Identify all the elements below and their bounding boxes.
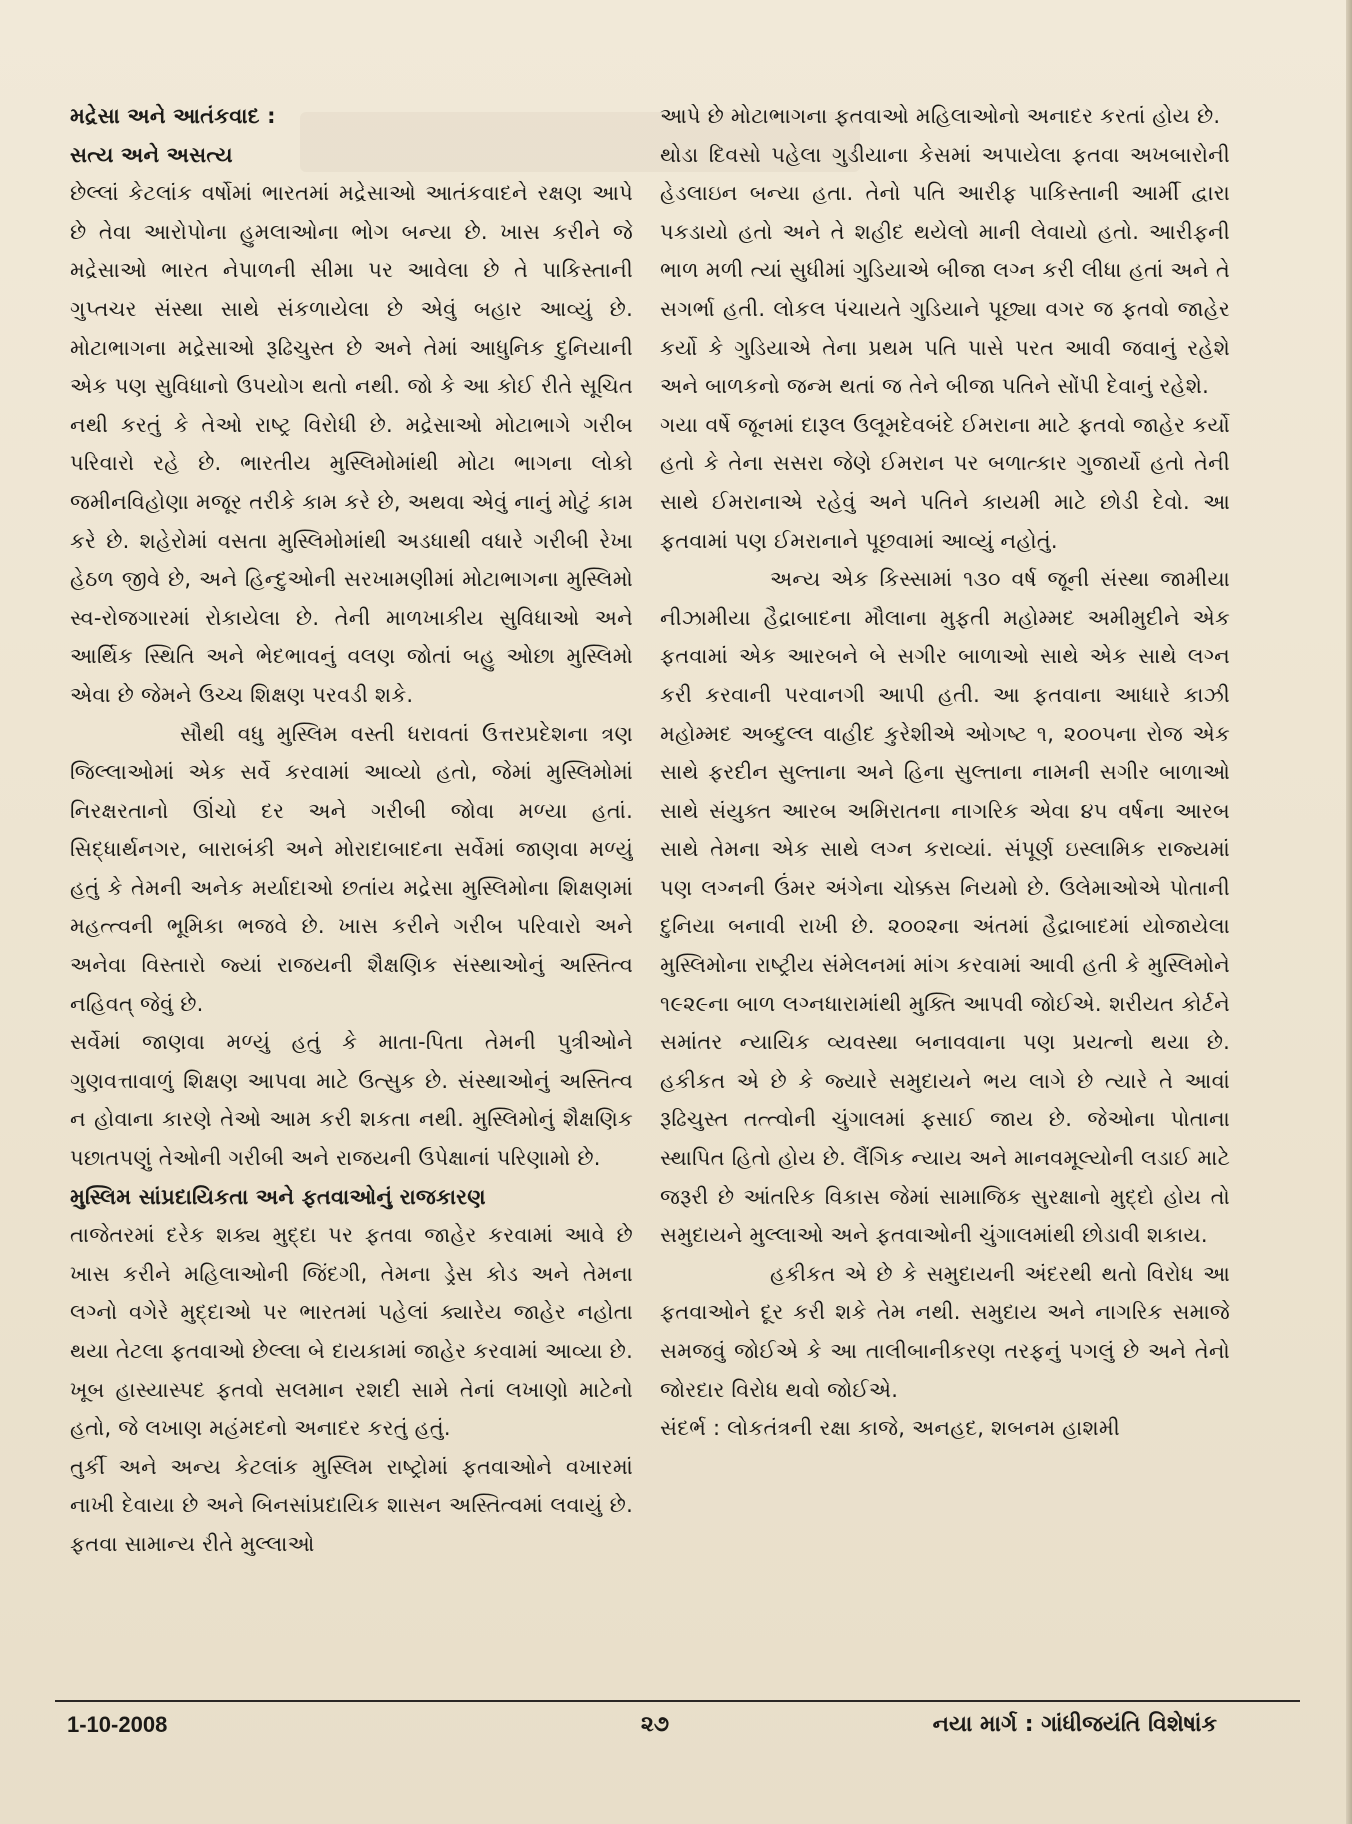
footer-date: 1-10-2008	[67, 1712, 168, 1737]
right-column	[660, 97, 1230, 1677]
paragraph: સર્વેમાં જાણવા મળ્યું હતું કે માતા-પિતા તેમની પુત્રીઓને ગુણવત્તાવાળું શિક્ષણ આપવા માટે ઉત્સુક છે. સંસ્થાઓનું અસ્તિત્વ ન હોવાના કારણે તેઓ આમ કરી શકતા નથી. મુસ્લિમોનું શૈક્ષણિક પછાતપણું તેઓની ગરીબી અને રાજયની ઉપેક્ષાનાં પરિણામો છે.	[70, 1030, 633, 1171]
footer-rule	[55, 1700, 1300, 1702]
section-subheading: સત્ય અને અસત્ય	[70, 142, 233, 167]
section-heading: મુસ્લિમ સાંપ્રદાયિકતા અને ફતવાઓનું રાજકારણ	[70, 1184, 486, 1209]
page-number: ૨૭	[640, 1712, 670, 1737]
paragraph: આપે છે મોટાભાગના ફતવાઓ મહિલાઓનો અનાદર કરતાં હોય છે.	[660, 104, 1221, 128]
paragraph: સૌથી વધુ મુસ્લિમ વસ્તી ધરાવતાં ઉત્તરપ્રદેશના ત્રણ જિલ્લાઓમાં એક સર્વે કરવામાં આવ્યો હતો, જેમાં મુસ્લિમોમાં નિરક્ષરતાનો ઊંચો દર અને ગરીબી જોવા મળ્યા હતાં. સિદ્ધાર્થનગર, બારાબંકી અને મોરાદાબાદના સર્વેમાં જાણવા મળ્યું હતું કે તેમની અનેક મર્યાદાઓ છતાંય મદ્રેસા મુસ્લિમોના શિક્ષણમાં મહત્ત્વની ભૂમિકા ભજવે છે. ખાસ કરીને ગરીબ પરિવારો અને અનેવા વિસ્તારો જ્યાં રાજયની શૈક્ષણિક સંસ્થાઓનું અસ્તિત્વ નહિવત્ જેવું છે.	[70, 721, 633, 1016]
paragraph: થોડા દિવસો પહેલા ગુડીયાના કેસમાં અપાયેલા ફતવા અખબારોની હેડલાઇન બન્યા હતા. તેનો પતિ આરીફ પાકિસ્તાની આર્મી દ્વારા પકડાયો હતો અને તે શહીદ થયેલો માની લેવાયો હતો. આરીફની ભાળ મળી ત્યાં સુધીમાં ગુડિયાએ બીજા લગ્ન કરી લીધા હતાં અને તે સગર્ભા હતી. લોકલ પંચાયતે ગુડિયાને પૂછ્યા વગર જ ફતવો જાહેર કર્યો કે ગુડિયાએ તેના પ્રથમ પતિ પાસે પરત આવી જવાનું રહેશે અને બાળકનો જન્મ થતાં જ તેને બીજા પતિને સોંપી દેવાનું રહેશે.	[660, 142, 1230, 399]
section-heading: મદ્રેસા અને આતંકવાદ :	[70, 104, 276, 128]
reference-line: સંદર્ભ : લોકતંત્રની રક્ષા કાજે, અનહદ, શબનમ હાશમી	[660, 1416, 1120, 1441]
paragraph: તુર્કી અને અન્ય કેટલાંક મુસ્લિમ રાષ્ટ્રોમાં ફતવાઓને વખારમાં નાખી દેવાયા છે અને બિનસાંપ્રદાયિક શાસન અસ્તિત્વમાં લવાયું છે. ફતવા સામાન્ય રીતે મુલ્લાઓ	[70, 1454, 633, 1556]
paragraph: તાજેતરમાં દરેક શક્ય મુદ્દા પર ફતવા જાહેર કરવામાં આવે છે ખાસ કરીને મહિલાઓની જિંદગી, તેમના ડ્રેસ કોડ અને તેમના લગ્નો વગેરે મુદ્દાઓ પર ભારતમાં પહેલાં ક્યારેય જાહેર નહોતા થયા તેટલા ફતવાઓ છેલ્લા બે દાયકામાં જાહેર કરવામાં આવ્યા છે. ખૂબ હાસ્યાસ્પદ ફતવો સલમાન રશદી સામે તેનાં લખાણો માટેનો હતો, જે લખાણ મહંમદનો અનાદર કરતું હતું.	[70, 1223, 633, 1441]
paragraph: ગયા વર્ષે જૂનમાં દારૂલ ઉલૂમદેવબંદે ઈમરાના માટે ફતવો જાહેર કર્યો હતો કે તેના સસરા જેણે ઈમરાન પર બળાત્કાર ગુજાર્યો હતો તેની સાથે ઈમરાનાએ રહેવું અને પતિને કાયમી માટે છોડી દેવો. આ ફતવામાં પણ ઈમરાનાને પૂછવામાં આવ્યું નહોતું.	[660, 412, 1230, 553]
paragraph: હકીકત એ છે કે સમુદાયની અંદરથી થતો વિરોધ આ ફતવાઓને દૂર કરી શકે તેમ નથી. સમુદાય અને નાગરિક સમાજે સમજવું જોઈએ કે આ તાલીબાનીકરણ તરફનું પગલું છે અને તેનો જોરદાર વિરોધ થવો જોઈએ.	[660, 1261, 1230, 1402]
magazine-title: નયા માર્ગ : ગાંધીજયંતિ વિશેષાંક	[932, 1712, 1217, 1737]
left-column	[70, 97, 633, 1677]
paragraph: છેલ્લાં કેટલાંક વર્ષોમાં ભારતમાં મદ્રેસાઓ આતંકવાદને રક્ષણ આપે છે તેવા આરોપોના હુમલાઓના ભોગ બન્યા છે. ખાસ કરીને જે મદ્રેસાઓ ભારત નેપાળની સીમા પર આવેલા છે તે પાકિસ્તાની ગુપ્તચર સંસ્થા સાથે સંકળાયેલા છે એવું બહાર આવ્યું છે. મોટાભાગના મદ્રેસાઓ રૂઢિચુસ્ત છે અને તેમાં આધુનિક દુનિયાની એક પણ સુવિધાનો ઉપયોગ થતો નથી. જો કે આ કોઈ રીતે સૂચિત નથી કરતું કે તેઓ રાષ્ટ્ર વિરોધી છે. મદ્રેસાઓ મોટાભાગે ગરીબ પરિવારો રહે છે. ભારતીય મુસ્લિમોમાંથી મોટા ભાગના લોકો જમીનવિહોણા મજૂર તરીકે કામ કરે છે, અથવા એવું નાનું મોટું કામ કરે છે. શહેરોમાં વસતા મુસ્લિમોમાંથી અડધાથી વધારે ગરીબી રેખા હેઠળ જીવે છે, અને હિન્દુઓની સરખામણીમાં મોટાભાગના મુસ્લિમો સ્વ-રોજગારમાં રોકાયેલા છે. તેની માળખાકીય સુવિધાઓ અને આર્થિક સ્થિતિ અને ભેદભાવનું વલણ જોતાં બહુ ઓછા મુસ્લિમો એવા છે જેમને ઉચ્ચ શિક્ષણ પરવડી શકે.	[70, 181, 633, 707]
paragraph: અન્ય એક કિસ્સામાં ૧૩૦ વર્ષ જૂની સંસ્થા જામીયા નીઝામીયા હૈદ્રાબાદના મૌલાના મુફતી મહોમ્મદ અમીમુદીને એક ફતવામાં એક આરબને બે સગીર બાળાઓ સાથે એક સાથે લગ્ન કરી કરવાની પરવાનગી આપી હતી. આ ફતવાના આધારે કાઝી મહોમ્મદ અબ્દુલ્લ વાહીદ કુરેશીએ ઓગષ્ટ ૧, ૨૦૦૫ના રોજ એક સાથે ફરદીન સુલ્તાના અને હિના સુલ્તાના નામની સગીર બાળાઓ સાથે સંયુક્ત આરબ અમિરાતના નાગરિક એવા ૪૫ વર્ષના આરબ સાથે તેમના એક સાથે લગ્ન કરાવ્યાં. સંપૂર્ણ ઇસ્લામિક રાજ્યમાં પણ લગ્નની ઉંમર અંગેના ચોક્કસ નિયમો છે. ઉલેમાઓએ પોતાની દુનિયા બનાવી રાખી છે. ૨૦૦૨ના અંતમાં હૈદ્રાબાદમાં યોજાયેલા મુસ્લિમોના રાષ્ટ્રીય સંમેલનમાં માંગ કરવામાં આવી હતી કે મુસ્લિમોને ૧૯૨૯ના બાળ લગ્નધારામાંથી મુક્તિ આપવી જોઈએ. શરીયત કોર્ટને સમાંતર ન્યાયિક વ્યવસ્થા બનાવવાના પણ પ્રયત્નો થયા છે. હકીકત એ છે કે જ્યારે સમુદાયને ભય લાગે છે ત્યારે તે આવાં રૂઢિચુસ્ત તત્ત્વોની ચુંગાલમાં ફસાઈ જાય છે. જેઓના પોતાના સ્થાપિત હિતો હોય છે. લૈંગિક ન્યાય અને માનવમૂલ્યોની લડાઈ માટે જરૂરી છે આંતરિક વિકાસ જેમાં સામાજિક સુરક્ષાનો મુદ્દો હોય તો સમુદાયને મુલ્લાઓ અને ફતવાઓની ચુંગાલમાંથી છોડાવી શકાય.	[660, 567, 1230, 1248]
page-edge-shadow	[1346, 0, 1352, 1824]
